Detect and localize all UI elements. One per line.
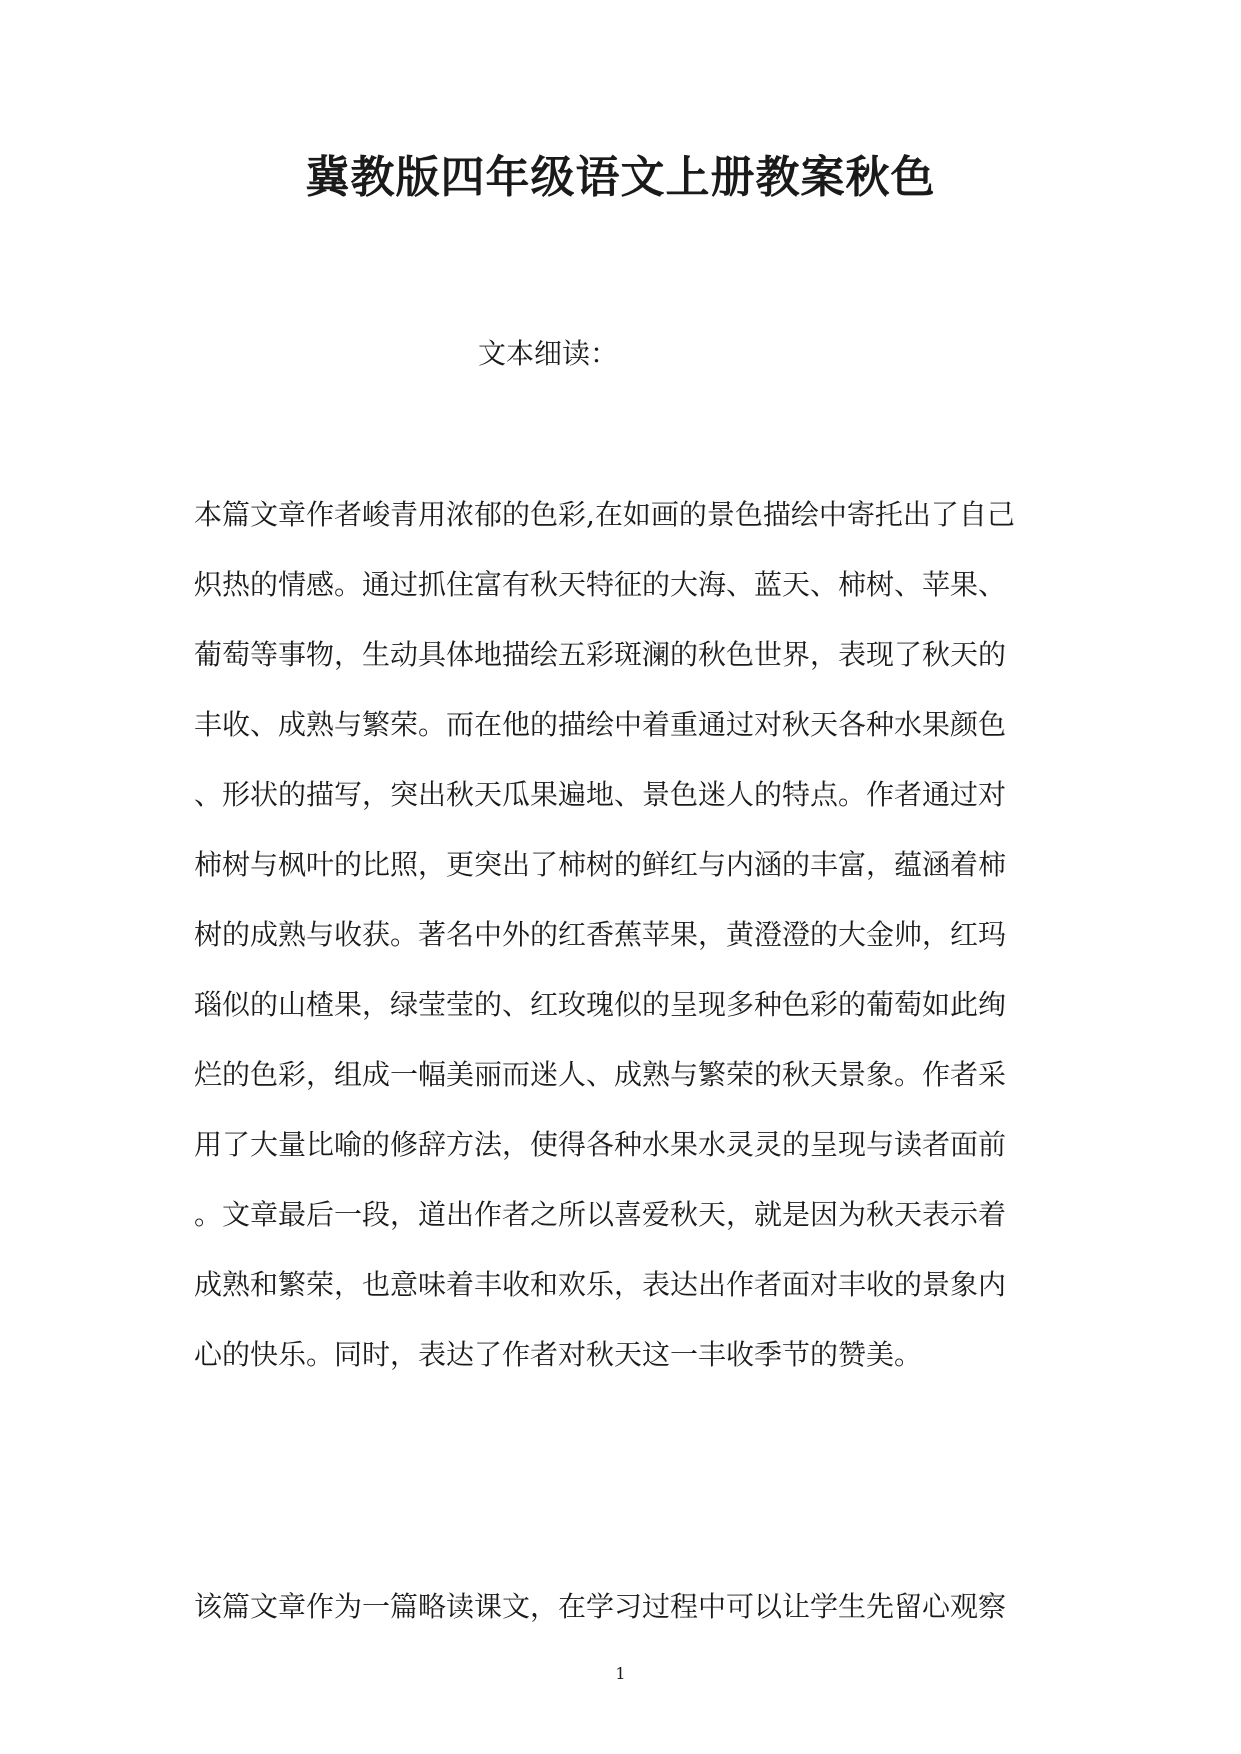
paragraph-line: 。文章最后一段，道出作者之所以喜爱秋天，就是因为秋天表示着 — [194, 1198, 1007, 1231]
page-title: 冀教版四年级语文上册教案秋色 — [305, 152, 936, 203]
paragraph-line: 、形状的描写，突出秋天瓜果遍地、景色迷人的特点。作者通过对 — [194, 778, 1007, 811]
paragraph-line: 瑙似的山楂果，绿莹莹的、红玫瑰似的呈现多种色彩的葡萄如此绚 — [194, 988, 1007, 1021]
paragraph-line: 柿树与枫叶的比照，更突出了柿树的鲜红与内涵的丰富，蕴涵着柿 — [194, 848, 1007, 881]
page-number: 1 — [615, 1664, 626, 1683]
paragraph-line: 丰收、成熟与繁荣。而在他的描绘中着重通过对秋天各种水果颜色 — [194, 708, 1007, 741]
section-heading: 文本细读： — [478, 337, 619, 370]
paragraph-2 — [194, 1572, 1054, 1642]
paragraph-line: 成熟和繁荣，也意味着丰收和欢乐，表达出作者面对丰收的景象内 — [194, 1268, 1007, 1301]
paragraph-line: 树的成熟与收获。著名中外的红香蕉苹果，黄澄澄的大金帅，红玛 — [194, 918, 1007, 951]
paragraph-line: 该篇文章作为一篇略读课文，在学习过程中可以让学生先留心观察 — [194, 1590, 1007, 1623]
paragraph-1 — [194, 480, 1054, 1390]
paragraph-line: 葡萄等事物，生动具体地描绘五彩斑澜的秋色世界，表现了秋天的 — [194, 638, 1007, 671]
paragraph-line: 用了大量比喻的修辞方法，使得各种水果水灵灵的呈现与读者面前 — [194, 1128, 1007, 1161]
paragraph-line: 本篇文章作者峻青用浓郁的色彩,在如画的景色描绘中寄托出了自己 — [194, 498, 1015, 531]
paragraph-line: 烂的色彩，组成一幅美丽而迷人、成熟与繁荣的秋天景象。作者采 — [194, 1058, 1007, 1091]
paragraph-line: 炽热的情感。通过抓住富有秋天特征的大海、蓝天、柿树、苹果、 — [194, 568, 1007, 601]
paragraph-line: 心的快乐。同时，表达了作者对秋天这一丰收季节的赞美。 — [194, 1338, 923, 1371]
